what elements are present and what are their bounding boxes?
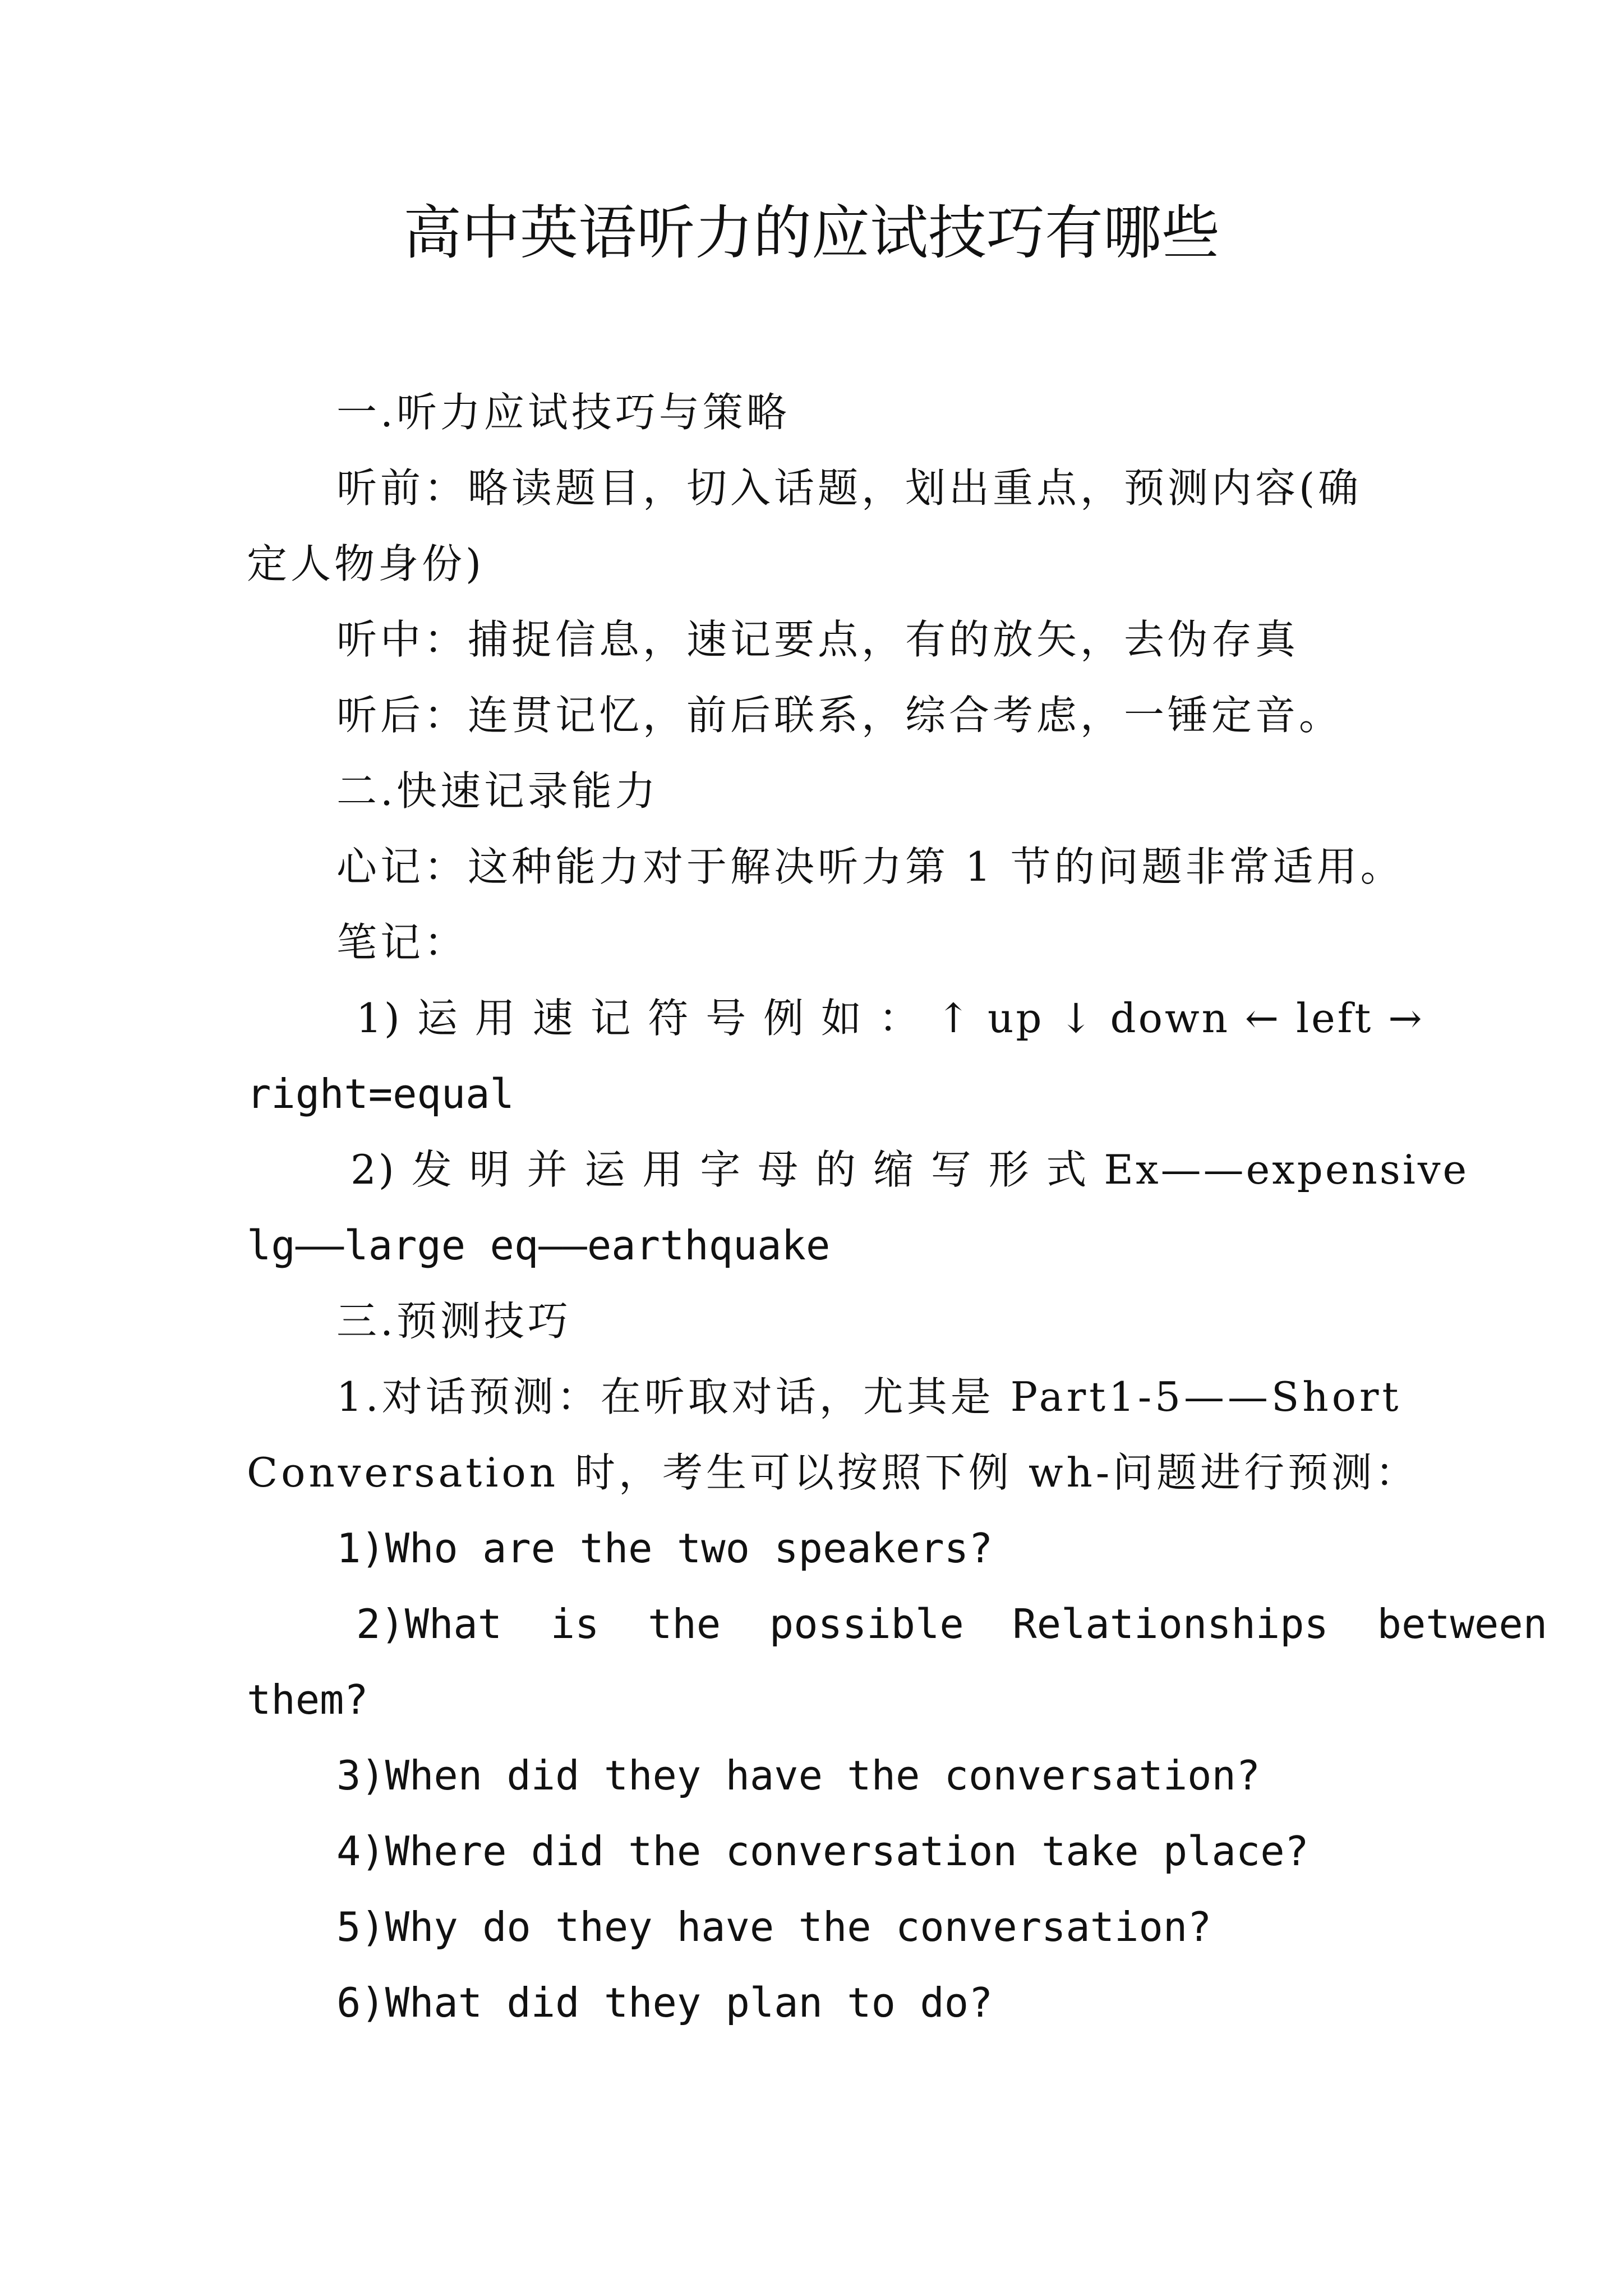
- list-item-shorthand-symbols-cont: right=equal: [247, 1070, 514, 1117]
- question-item-6: 6)What did they plan to do?: [336, 1979, 993, 2026]
- question-item-2: 2)What is the possible Relationships between: [356, 1600, 1548, 1648]
- document-title: 高中英语听力的应试技巧有哪些: [403, 199, 1220, 267]
- section-heading-strategies: 一.听力应试技巧与策略: [336, 389, 790, 436]
- question-item-1: 1)Who are the two speakers?: [336, 1525, 993, 1572]
- question-item-4: 4)Where did the conversation take place?: [336, 1828, 1309, 1875]
- question-item-5: 5)Why do they have the conversation?: [336, 1903, 1212, 1950]
- section-heading-recording: 二.快速记录能力: [336, 767, 659, 815]
- list-item-shorthand-symbols: 1) 运 用 速 记 符 号 例 如 ： ↑ up ↓ down ← left →: [356, 995, 1424, 1042]
- list-item-abbreviations-cont: lg——large eq——earthquake: [247, 1222, 831, 1269]
- question-item-3: 3)When did they have the conversation?: [336, 1752, 1261, 1799]
- paragraph-dialog-prediction: 1.对话预测：在听取对话，尤其是 Part1-5——Short: [336, 1373, 1402, 1420]
- paragraph-before-listening: 听前：略读题目，切入话题，划出重点，预测内容(确: [336, 464, 1362, 512]
- question-item-2-cont: them?: [247, 1676, 368, 1723]
- paragraph-notes-label: 笔记：: [336, 919, 468, 966]
- paragraph-after-listening: 听后：连贯记忆，前后联系，综合考虑，一锤定音。: [336, 692, 1343, 739]
- paragraph-before-listening-cont: 定人物身份): [247, 540, 485, 587]
- section-heading-prediction: 三.预测技巧: [336, 1297, 571, 1345]
- paragraph-dialog-prediction-cont: Conversation 时，考生可以按照下例 wh-问题进行预测：: [247, 1449, 1419, 1496]
- paragraph-during-listening: 听中：捕捉信息，速记要点，有的放矢，去伪存真: [336, 616, 1299, 663]
- list-item-abbreviations: 2) 发 明 并 运 用 字 母 的 缩 写 形 式 Ex——expensive: [351, 1146, 1469, 1193]
- paragraph-mental-notes: 心记：这种能力对于解决听力第 1 节的问题非常适用。: [336, 843, 1404, 890]
